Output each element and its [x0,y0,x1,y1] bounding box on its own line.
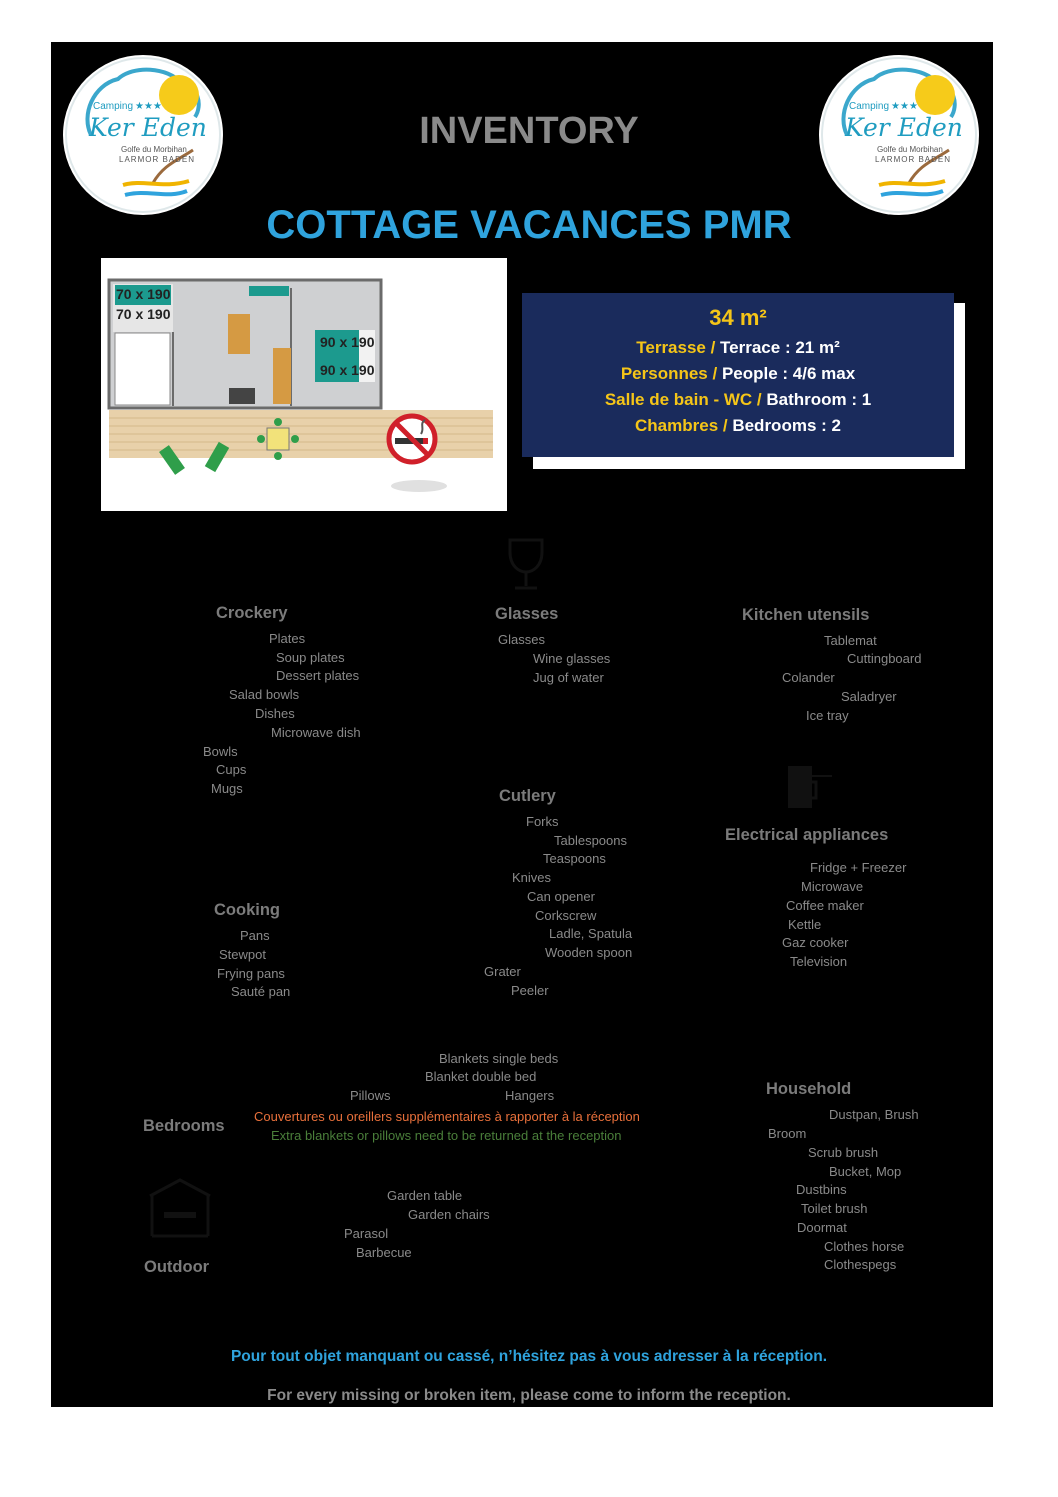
list-item: Scrub brush [808,1145,879,1160]
bed-size-label: 90 x 190 [320,334,375,350]
section-title-crockery: Crockery [216,604,288,622]
list-item: Pans [240,928,270,943]
list-item: Soup plates [276,650,345,665]
list-item: Can opener [527,889,595,904]
list-item: Dessert plates [276,668,360,683]
list-item: Mugs [211,781,243,796]
list-item: Colander [782,670,835,685]
list-item: Kettle [788,917,822,932]
list-item: Garden chairs [408,1207,490,1222]
list-item: Teaspoons [543,851,606,866]
list-item: Clothespegs [824,1257,897,1272]
footer-note-fr: Pour tout objet manquant ou cassé, n’hésitez pas à vous adresser à la réception. [230,1348,828,1365]
list-item: Knives [512,870,552,885]
bed-size-label: 70 x 190 [116,306,171,322]
list-item: Broom [768,1126,807,1141]
list-item: Stewpot [219,947,266,962]
list-item: Blanket double bed [425,1069,537,1084]
list-item: Barbecue [356,1245,412,1260]
list-item: Bowls [203,744,238,759]
section-title-glasses: Glasses [495,605,559,623]
list-item: Bucket, Mop [829,1164,902,1179]
ker-eden-logo-right: Camping ★★★ Ker Eden Golfe du Morbihan LARMOR BADEN [819,55,979,215]
list-item: Dustpan, Brush [829,1107,919,1122]
list-item: Tablemat [824,633,877,648]
list-item: Tablespoons [554,833,627,848]
logo-name: Ker Eden [845,113,963,142]
section-title-household: Household [766,1080,852,1098]
list-item: Dishes [255,706,295,721]
list-item: Corkscrew [535,908,597,923]
extra-bedding-note-en: Extra blankets or pillows need to be returned at the reception [271,1128,622,1143]
list-item: Pillows [350,1088,391,1103]
list-item: Saladryer [841,689,897,704]
list-item: Coffee maker [786,898,864,913]
list-item: Clothes horse [824,1239,905,1254]
section-title-electrical-appliances: Electrical appliances [725,826,889,844]
wine-glass-icon [506,538,546,592]
list-item: Toilet brush [801,1201,868,1216]
floor-plan [101,258,507,511]
list-item: Salad bowls [229,687,300,702]
list-item: Cuttingboard [847,651,922,666]
list-item: Ladle, Spatula [549,926,633,941]
list-item: Garden table [387,1188,463,1203]
list-item: Cups [216,762,247,777]
coffee-maker-icon [786,764,836,810]
bed-size-label: 90 x 190 [320,362,375,378]
list-item: Glasses [498,632,545,647]
list-item: Parasol [344,1226,389,1241]
section-title-kitchen-utensils: Kitchen utensils [742,606,870,624]
cottage-info-box: 34 m² Terrasse / Terrace : 21 m² Personnes / People : 4/6 max Salle de bain - WC / Bathroom : 1 Chambres / Bedrooms : 2 [522,293,954,457]
list-item: Ice tray [806,708,849,723]
list-item: Television [790,954,848,969]
section-title-outdoor: Outdoor [144,1258,210,1276]
page-title: INVENTORY [419,110,639,152]
list-item: Fridge + Freezer [810,860,907,875]
list-item: Plates [269,631,306,646]
list-item: Forks [526,814,559,829]
cottage-area: 34 m² [709,305,767,330]
list-item: Hangers [505,1088,555,1103]
list-item: Microwave dish [271,725,361,740]
list-item: Dustbins [796,1182,847,1197]
section-title-bedrooms: Bedrooms [143,1117,225,1135]
footer-note-en: For every missing or broken item, please come to inform the reception. [267,1387,791,1404]
list-item: Sauté pan [231,984,291,999]
ker-eden-logo-left: Camping ★★★ Ker Eden Golfe du Morbihan LARMOR BADEN [63,55,223,215]
page-subtitle: COTTAGE VACANCES PMR [266,203,792,247]
list-item: Peeler [511,983,549,998]
list-item: Wooden spoon [545,945,633,960]
list-item: Jug of water [533,670,604,685]
section-title-cutlery: Cutlery [499,787,556,805]
list-item: Gaz cooker [782,935,849,950]
section-title-cooking: Cooking [214,901,280,919]
list-item: Wine glasses [533,651,611,666]
outdoor-furniture-icon [146,1176,214,1240]
list-item: Doormat [797,1220,847,1235]
no-smoking-icon [385,412,439,466]
list-item: Blankets single beds [439,1051,559,1066]
list-item: Microwave [801,879,864,894]
list-item: Frying pans [217,966,285,981]
bed-size-label: 70 x 190 [116,286,171,302]
list-item: Grater [484,964,521,979]
logo-name: Ker Eden [89,113,207,142]
extra-bedding-note-fr: Couvertures ou oreillers supplémentaires à rapporter à la réception [254,1109,640,1124]
